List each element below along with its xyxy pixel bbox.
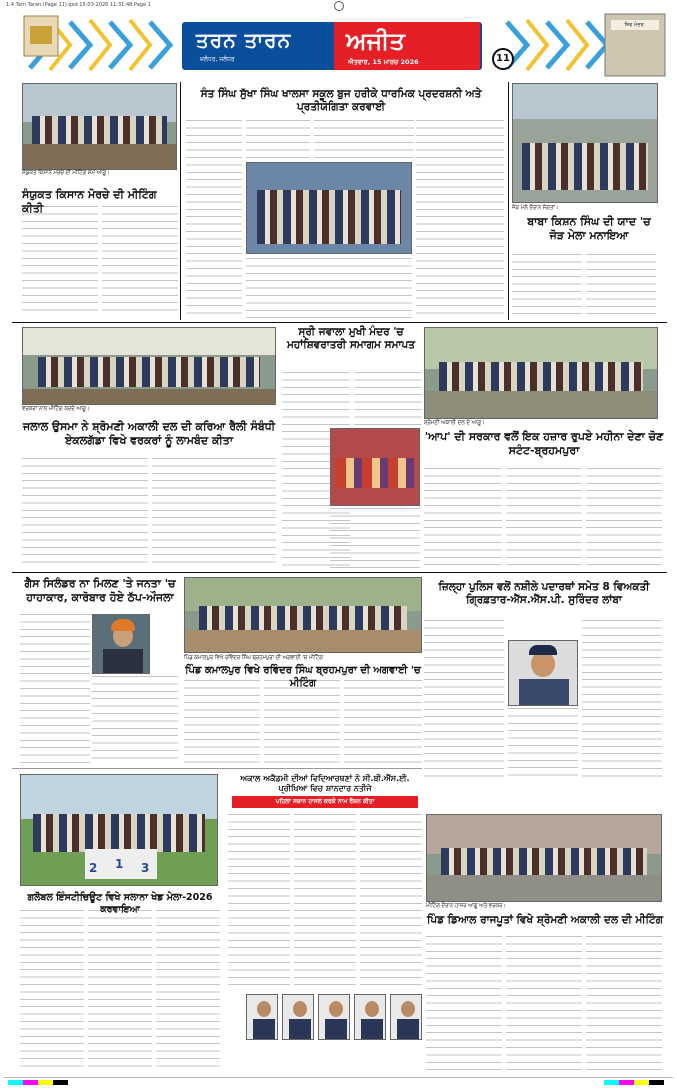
article-body xyxy=(22,458,148,568)
photo-caption: ਸ਼੍ਰੋਮਣੀ ਅਕਾਲੀ ਦਲ ਦੇ ਆਗੂ। xyxy=(424,420,485,426)
brand-name: ਅਜੀਤ xyxy=(346,26,405,55)
headline-jor-mela: ਬਾਬਾ ਕਿਸ਼ਨ ਸਿੰਘ ਦੀ ਯਾਦ 'ਚ ਜੋੜ ਮੇਲਾ ਮਨਾਇਆ xyxy=(527,215,651,242)
headline-kisan: ਸੰਯੁਕਤ ਕਿਸਾਨ ਮੋਰਚੇ ਦੀ ਮੀਟਿੰਗ ਕੀਤੀ xyxy=(22,188,157,215)
headline-gas-cylinder: ਗੈਸ ਸਿਲੰਡਰ ਨਾ ਮਿਲਣ 'ਤੇ ਜਨਤਾ 'ਚ ਹਾਹਾਕਾਰ, ਕਾਰੋਬਾਰ ਹੋਏ ਠੱਪ-ਔਜਲਾ xyxy=(24,577,176,604)
date-line: ਐਤਵਾਰ, 15 ਮਾਰਚ 2026 xyxy=(348,58,419,66)
slug-line: 1:4 Tarn Taran (Page 11).qxd 15-03-2026 11:31:48 Page 1 xyxy=(6,2,151,8)
photo-jor-mela xyxy=(512,83,658,203)
photo-caption: ਮੀਟਿੰਗ ਦੌਰਾਨ ਹਾਜ਼ਰ ਆਗੂ ਅਤੇ ਵਰਕਰ। xyxy=(426,903,506,909)
article-body xyxy=(92,676,178,764)
photo-sports-fair xyxy=(20,774,218,886)
article-body xyxy=(22,206,98,316)
photo-kamalpur-meeting xyxy=(184,577,422,653)
photo-school-exhibition xyxy=(246,162,412,254)
student-photo xyxy=(246,994,278,1040)
article-body xyxy=(508,708,578,780)
brand-city: ਤਰਨ ਤਾਰਨ xyxy=(196,28,292,52)
article-body xyxy=(426,936,502,1072)
article-body xyxy=(586,936,662,1072)
article-body xyxy=(506,936,582,1072)
headline-school: ਸੰਤ ਸਿੰਘ ਸੁੱਖਾ ਸਿੰਘ ਖਾਲਸਾ ਸਕੂਲ ਬੁਜ ਹਰੀਕੇ ਧਾਰਮਿਕ ਪ੍ਰਦਰਸ਼ਨੀ ਅਤੇ ਪ੍ਰਤੀਯੋਗਿਤਾ ਕਰਵਾਈ xyxy=(200,88,482,114)
brand-subline: ਜਲੰਧਰ, ਜਲੰਧਰ xyxy=(200,56,235,63)
headline-sports-fair: ਗਲੋਬਲ ਇੰਸਟੀਚਿਊਟ ਵਿਖੇ ਸਲਾਨਾ ਖੇਡ ਮੇਲਾ-2026 ਕਰਵਾਇਆ xyxy=(27,892,213,915)
building-sign: ਸ਼ਿਵ ਮੰਦਰ xyxy=(624,22,644,28)
section-rule xyxy=(12,572,667,573)
headline-akal-academy: ਅਕਾਲ ਅਕੈਡਮੀ ਦੀਆਂ ਵਿਦਿਆਰਥਣਾਂ ਨੇ ਸੀ.ਬੀ.ਐੱਸ.ਈ. ਪ੍ਰੀਖਿਆ ਵਿਚ ਸ਼ਾਨਦਾਰ ਨਤੀਜੇ xyxy=(240,774,410,793)
section-rule xyxy=(12,768,422,769)
red-strip: ਪਹਿਲਾ ਸਥਾਨ ਹਾਸਲ ਕਰਕੇ ਨਾਮ ਰੌਸ਼ਨ ਕੀਤਾ xyxy=(232,796,418,808)
article-body xyxy=(156,910,220,1070)
photo-caption: ਵਰਕਰਾਂ ਨਾਲ ਮੀਟਿੰਗ ਕਰਦੇ ਆਗੂ। xyxy=(22,406,90,412)
column-rule xyxy=(180,82,181,320)
headline-aap-stunt: 'ਆਪ' ਦੀ ਸਰਕਾਰ ਵਲੋਂ ਇਕ ਹਜ਼ਾਰ ਰੁਪਏ ਮਹੀਨਾ ਦੇਣਾ ਚੋਣ ਸਟੰਟ-ਬ੍ਰਹਮਪੁਰਾ xyxy=(424,430,664,457)
article-body xyxy=(102,206,178,316)
registration-mark-icon xyxy=(334,1,344,11)
photo-caption: ਜੋੜ ਮੇਲੇ ਦੌਰਾਨ ਸੰਗਤਾਂ। xyxy=(512,205,559,211)
photo-dial-rajputan-meeting xyxy=(426,814,662,902)
article-body xyxy=(360,814,422,990)
article-body xyxy=(424,620,504,780)
article-body xyxy=(186,120,242,320)
podium-place-1: 1 xyxy=(115,857,124,871)
decorative-pattern-icon xyxy=(10,12,180,78)
article-body xyxy=(330,508,420,568)
masthead xyxy=(10,12,667,78)
photo-caption: ਪਿੰਡ ਕਮਾਲਪੁਰ ਵਿਖੇ ਰਵਿੰਦਰ ਸਿੰਘ ਬ੍ਰਹਮਪੁਰਾ ਦੀ ਅਗਵਾਈ 'ਚ ਮੀਟਿੰਗ xyxy=(184,655,323,661)
article-body xyxy=(294,814,356,990)
podium-place-3: 3 xyxy=(141,861,150,875)
article-body xyxy=(246,120,310,160)
student-photo xyxy=(318,994,350,1040)
article-body xyxy=(586,254,656,320)
headline-jalal-usma: ਜਲਾਲ ਉਸਮਾ ਨੇ ਸ਼੍ਰੋਮਣੀ ਅਕਾਲੀ ਦਲ ਦੀ ਕਰਿਆ ਰੈਲੀ ਸੰਬੰਧੀ ਏਕਲਗੱਡਾ ਵਿਖੇ ਵਰਕਰਾਂ ਨੂੰ ਲਾਮਬੰਦ ਕੀਤਾ xyxy=(22,420,276,447)
headline-kamalpur: ਪਿੰਡ ਕਮਾਲਪੁਰ ਵਿਖੇ ਰਵਿੰਦਰ ਸਿੰਘ ਬ੍ਰਹਮਪੁਰਾ ਦੀ ਅਗਵਾਈ 'ਚ ਮੀਟਿੰਗ xyxy=(185,665,421,689)
brand-logo xyxy=(334,22,480,70)
article-body xyxy=(228,814,290,990)
article-body xyxy=(344,680,422,764)
article-body xyxy=(20,614,90,764)
photo-kisan-meeting xyxy=(22,83,177,170)
photo-jalal-usma-rally xyxy=(22,327,276,405)
article-body xyxy=(20,910,84,1070)
student-photos xyxy=(246,994,422,1040)
photo-ssp-portrait xyxy=(508,640,578,706)
column-rule xyxy=(508,82,509,320)
article-body xyxy=(512,254,582,320)
article-body xyxy=(88,910,152,1070)
photo-aujla-portrait xyxy=(92,614,150,674)
article-body xyxy=(416,120,504,320)
article-body xyxy=(246,258,412,318)
article-body xyxy=(152,458,276,568)
photo-brahmpura-meeting xyxy=(424,327,658,419)
student-photo xyxy=(354,994,386,1040)
headline-police-arrest: ਜ਼ਿਲ੍ਹਾ ਪੁਲਿਸ ਵਲੋਂ ਨਸ਼ੀਲੇ ਪਦਾਰਥਾਂ ਸਮੇਤ 8 ਵਿਅਕਤੀ ਗ੍ਰਿਫ਼ਤਾਰ-ਐੱਸ.ਐੱਸ.ਪੀ. ਸੁਰਿੰਦਰ ਲਾਂਬਾ xyxy=(438,581,650,607)
student-photo xyxy=(390,994,422,1040)
section-rule xyxy=(12,322,667,323)
color-bar xyxy=(8,1080,68,1085)
article-body xyxy=(586,468,662,568)
footer-strip xyxy=(4,1077,673,1086)
article-body xyxy=(314,120,414,160)
headline-dial-rajputan: ਪਿੰਡ ਡਿਆਲ ਰਾਜਪੂਤਾਂ ਵਿਖੇ ਸ਼੍ਰੋਮਣੀ ਅਕਾਲੀ ਦਲ ਦੀ ਮੀਟਿੰਗ xyxy=(427,914,663,926)
photo-caption: ਸੰਯੁਕਤ ਕਿਸਾਨ ਮੋਰਚੇ ਦੀ ਮੀਟਿੰਗ ਸਮੇਂ ਆਗੂ। xyxy=(22,170,110,176)
article-body xyxy=(184,680,260,764)
student-photo xyxy=(282,994,314,1040)
brand-banner xyxy=(182,22,482,70)
podium-place-2: 2 xyxy=(89,861,98,875)
page-number: 11 xyxy=(492,48,514,70)
photo-temple-event xyxy=(330,428,420,506)
color-bar xyxy=(604,1080,664,1085)
article-body xyxy=(582,620,662,780)
article-body xyxy=(506,468,582,568)
article-body xyxy=(354,372,422,428)
headline-jwala-mukhi: ਸ੍ਰੀ ਜਵਾਲਾ ਮੁਖੀ ਮੰਦਰ 'ਚ ਮਹਾਂਸ਼ਿਵਰਾਤਰੀ ਸਮਾਗਮ ਸਮਾਪਤ xyxy=(286,326,415,352)
article-body xyxy=(424,468,502,568)
article-body xyxy=(264,680,340,764)
